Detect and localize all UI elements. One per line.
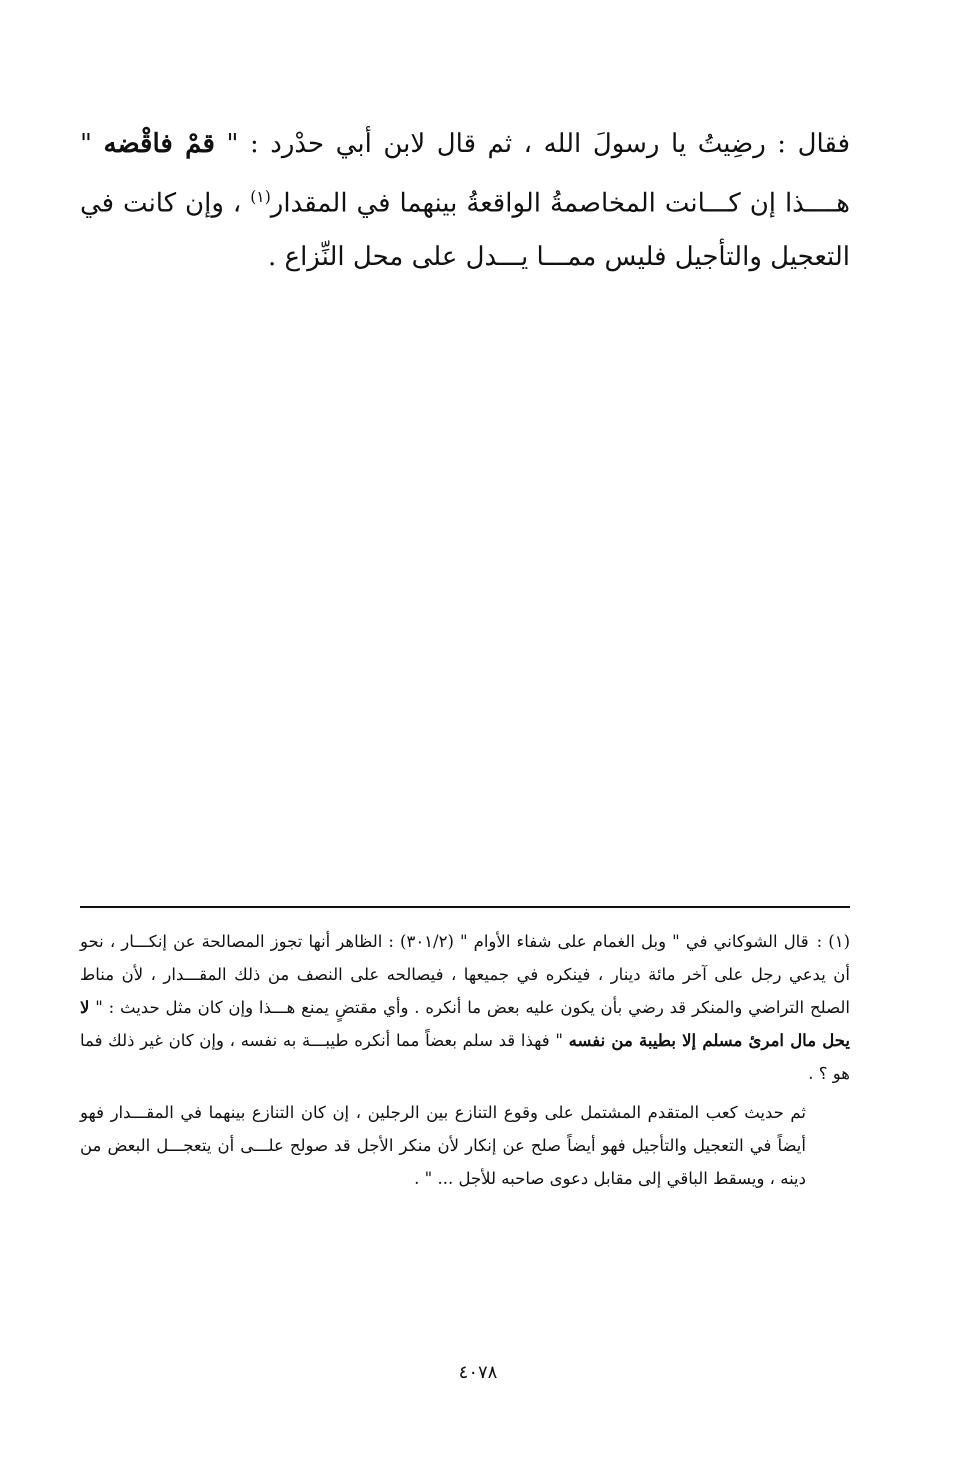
main-text-part3: ، وإن كانت في التعجيل والتأجيل فليس ممـــا يـــدل على محل النِّزاع . bbox=[80, 188, 850, 272]
main-text-part2: " هــــذا إن كـــانت المخاصمةُ الواقعةُ بينهما في المقدار bbox=[80, 129, 850, 219]
main-paragraph bbox=[80, 118, 850, 284]
footnote-marker: (١) : bbox=[816, 932, 850, 951]
hadith-quote: قمْ فاقْضه bbox=[103, 129, 215, 159]
footnote-reference[interactable]: (١) bbox=[250, 188, 271, 206]
footnote-hadith-quote: لا يحل مال امرئ مسلم إلا بطيبة من نفسه bbox=[80, 998, 850, 1050]
footnote-lead-text: قال الشوكاني في " وبل الغمام على شفاء الأوام " (٣٠١/٢) : الظاهر أنها تجوز المصالحة عن إنكـــار ، نحو أن يدعي رجل على آخر مائة دينار ، فينكره في جميعها ، فيصالحه على النصف من ذلك المقـــدار ، لأن مناط الصلح التراضي والمنكر قد رضي بأن يكون عليه بعض ما أنكره . وأي مقتضٍ يمنع هـــذا وإن كان مثل حديث : " bbox=[80, 932, 850, 1017]
main-body-text bbox=[80, 118, 850, 284]
footnote-tail-text: " فهذا قد سلم بعضاً مما أنكره طيبـــة به نفسه ، وإن كان غير ذلك فما هو ؟ . bbox=[80, 1031, 850, 1083]
footnotes-section bbox=[80, 925, 850, 1195]
footnote-divider bbox=[80, 906, 850, 908]
page-number: ٤٠٧٨ bbox=[458, 1362, 498, 1383]
main-text-part1: فقال : رضِيتُ يا رسولَ الله ، ثم قال لابن أبي حدْرد : " bbox=[226, 129, 851, 159]
footnote-paragraph-1 bbox=[80, 925, 850, 1090]
footnote-paragraph-2: ثم حديث كعب المتقدم المشتمل على وقوع التنازع بين الرجلين ، إن كان التنازع بينهما في المقـــدار فهو أيضاً في التعجيل والتأجيل فهو أيضاً صلح عن إنكار لأن منكر الأجل قد صولح علـــى أن يتعجـــل البعض من دينه ، ويسقط الباقي إلى مقابل دعوى صاحبه للأجل ... " . bbox=[80, 1103, 806, 1188]
